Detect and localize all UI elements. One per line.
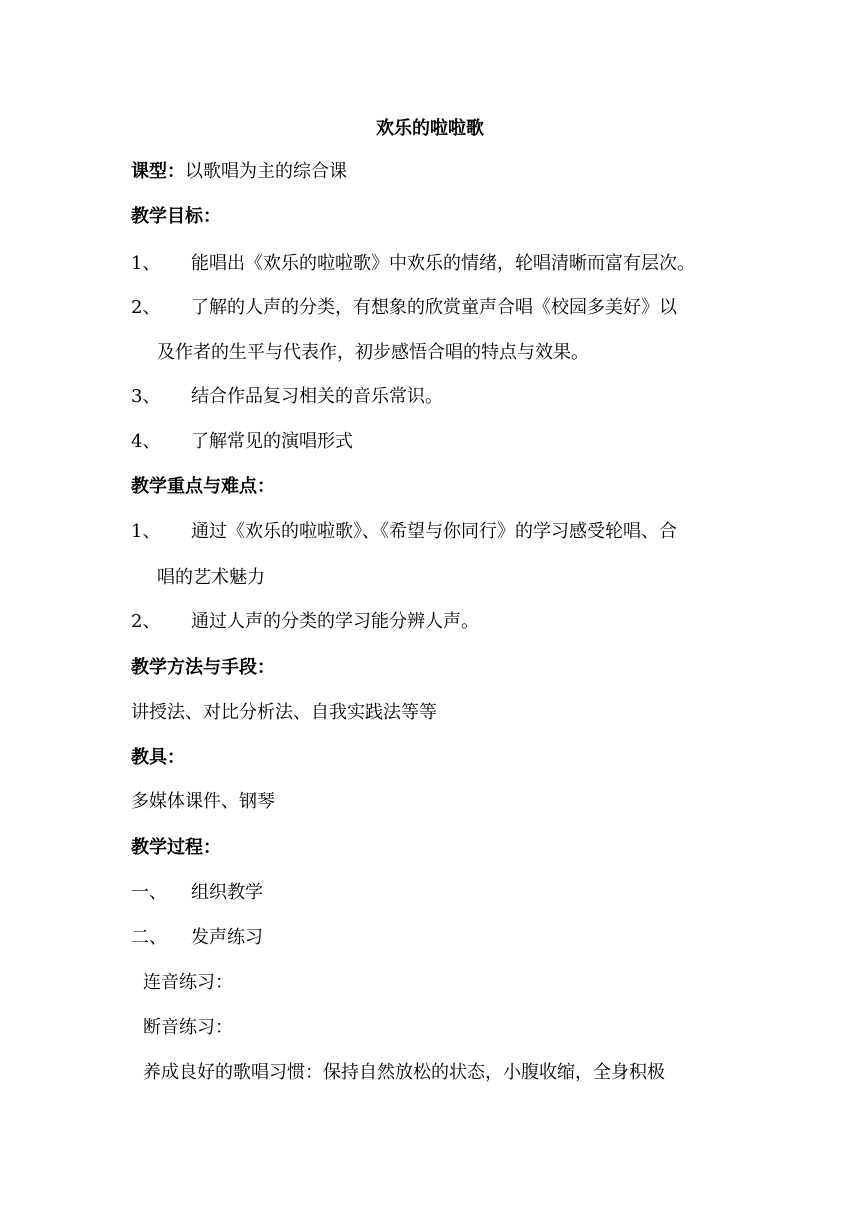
process-step-text: 组织教学: [191, 882, 263, 903]
process-heading: 教学过程：: [131, 837, 221, 858]
process-step-number: 二、: [131, 927, 167, 948]
key-point-item: [131, 610, 731, 634]
objective-number: 1、: [131, 253, 161, 274]
practice-line: 断音练习：: [143, 1017, 233, 1038]
course-type-value: 以歌唱为主的综合课: [185, 161, 347, 182]
objective-number: 2、: [131, 297, 161, 318]
tools-text: 多媒体课件、钢琴: [131, 791, 275, 812]
objective-item: [131, 430, 731, 454]
key-point-text: 通过《欢乐的啦啦歌》、《希望与你同行》的学习感受轮唱、合: [191, 521, 677, 542]
key-point-number: 1、: [131, 521, 161, 542]
objective-text: 能唱出《欢乐的啦啦歌》中欢乐的情绪，轮唱清晰而富有层次。: [191, 253, 695, 274]
process-step-text: 发声练习: [191, 927, 263, 948]
key-point-continuation: 唱的艺术魅力: [157, 567, 265, 588]
objective-text: 了解的人声的分类，有想象的欣赏童声合唱《校园多美好》以: [191, 297, 677, 318]
objective-item: [131, 385, 731, 409]
methods-text: 讲授法、对比分析法、自我实践法等等: [131, 702, 437, 723]
objective-item: [131, 252, 731, 276]
objective-text: 结合作品复习相关的音乐常识。: [191, 386, 443, 407]
process-step-number: 一、: [131, 882, 167, 903]
course-type-line: [131, 160, 731, 184]
course-type-label: 课型：: [131, 161, 185, 182]
practice-line: 养成良好的歌唱习惯：保持自然放松的状态，小腹收缩，全身积极: [143, 1062, 665, 1083]
key-point-text: 通过人声的分类的学习能分辨人声。: [191, 611, 479, 632]
tools-heading: 教具：: [131, 747, 185, 768]
key-point-item: [131, 520, 731, 544]
objective-text: 了解常见的演唱形式: [191, 431, 353, 452]
process-step: [131, 881, 731, 905]
objective-number: 4、: [131, 431, 161, 452]
process-step: [131, 926, 731, 950]
methods-heading: 教学方法与手段：: [131, 657, 275, 678]
key-points-heading: 教学重点与难点：: [131, 476, 275, 497]
objective-item: [131, 296, 731, 320]
practice-line: 连音练习：: [143, 972, 233, 993]
objective-number: 3、: [131, 386, 161, 407]
objectives-heading: 教学目标：: [131, 206, 221, 227]
document-title: 欢乐的啦啦歌: [376, 118, 484, 139]
objective-continuation: 及作者的生平与代表作，初步感悟合唱的特点与效果。: [157, 342, 589, 363]
key-point-number: 2、: [131, 611, 161, 632]
